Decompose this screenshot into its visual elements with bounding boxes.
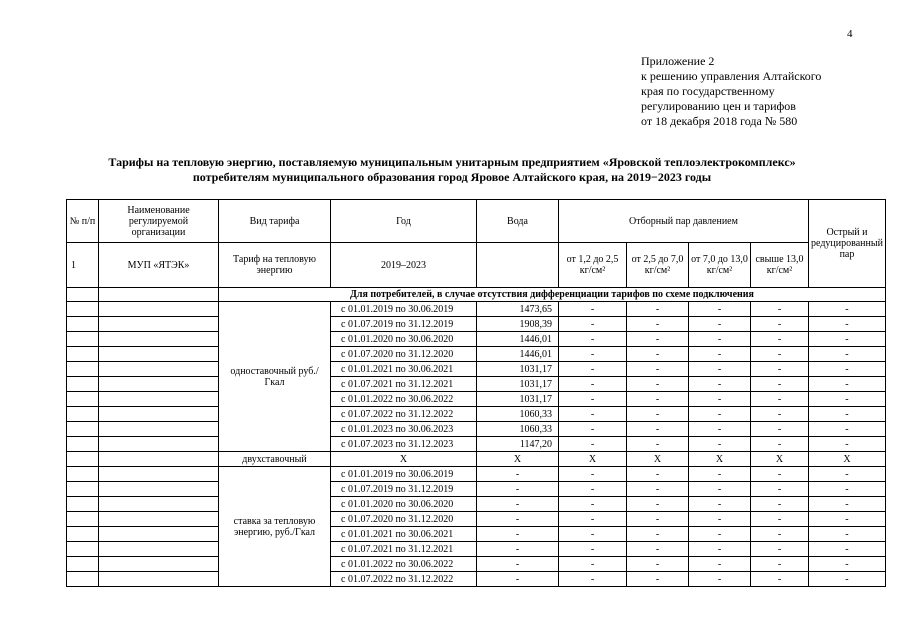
dash-cell: - [689,392,751,407]
dash-cell: - [751,527,809,542]
water-value-cell: - [477,527,559,542]
water-value-cell: 1060,33 [477,422,559,437]
period-cell: с 01.07.2021 по 31.12.2021 [331,377,477,392]
tariff-table [66,199,886,587]
row-org-cell [99,437,219,452]
dash-cell: - [559,332,627,347]
row-num-cell [67,437,99,452]
dash-cell: - [689,332,751,347]
dash-cell: - [751,317,809,332]
period-cell: с 01.07.2020 по 31.12.2020 [331,512,477,527]
dash-cell: - [627,527,689,542]
dash-cell: - [809,557,886,572]
water-value-cell: - [477,482,559,497]
dash-cell: - [559,302,627,317]
period-cell: с 01.01.2019 по 30.06.2019 [331,467,477,482]
row-org-cell [99,542,219,557]
x-mark-cell: X [751,452,809,467]
row-org-cell [99,512,219,527]
period-cell: с 01.07.2019 по 31.12.2019 [331,482,477,497]
dash-cell: - [627,392,689,407]
dash-cell: - [751,557,809,572]
dash-cell: - [627,557,689,572]
dash-cell: - [627,407,689,422]
dash-cell: - [809,347,886,362]
dash-cell: - [689,377,751,392]
dash-cell: - [809,362,886,377]
header-water: Вода [477,200,559,243]
table-row [67,377,886,392]
period-cell: с 01.01.2020 по 30.06.2020 [331,497,477,512]
dash-cell: - [559,362,627,377]
org-name: МУП «ЯТЭК» [99,243,219,288]
document-title [40,155,864,185]
x-mark-cell: X [689,452,751,467]
dash-cell: - [809,392,886,407]
row-org-cell [99,527,219,542]
dash-cell: - [751,512,809,527]
period-cell: с 01.07.2021 по 31.12.2021 [331,542,477,557]
header-org: Наименование регулируемой организации [99,200,219,243]
dash-cell: - [809,497,886,512]
tariff-type-cell: одноставочный руб./Гкал [219,302,331,452]
dash-cell: - [751,302,809,317]
dash-cell: - [559,407,627,422]
dash-cell: - [559,497,627,512]
row-org-cell [99,362,219,377]
dash-cell: - [689,422,751,437]
row-num-cell [67,362,99,377]
dash-cell: - [627,437,689,452]
table-row [67,467,886,482]
period-cell: с 01.01.2022 по 30.06.2022 [331,392,477,407]
dash-cell: - [689,407,751,422]
dash-cell: - [689,572,751,587]
water-value-cell: - [477,542,559,557]
row-num-cell [67,527,99,542]
dash-cell: - [809,377,886,392]
section-org-empty [99,288,219,302]
dash-cell: - [809,437,886,452]
header-row [67,200,886,243]
x-mark-cell: X [559,452,627,467]
header-sharp-steam: Острый и редуцированный пар [809,200,886,288]
dash-cell: - [559,467,627,482]
dash-cell: - [559,542,627,557]
dash-cell: - [627,572,689,587]
water-value-cell: 1147,20 [477,437,559,452]
row-num-cell [67,302,99,317]
header-tariff-type: Вид тарифа [219,200,331,243]
appendix-line: края по государственному [641,84,775,98]
section-label: Для потребителей, в случае отсутствия дифференциации тарифов по схеме подключения [219,288,886,302]
row-num-cell [67,542,99,557]
dash-cell: - [559,392,627,407]
period-cell: с 01.01.2021 по 30.06.2021 [331,527,477,542]
dash-cell: - [751,497,809,512]
water-value-cell: - [477,467,559,482]
dash-cell: - [809,422,886,437]
dash-cell: - [559,377,627,392]
row-org-cell [99,347,219,362]
table-row [67,557,886,572]
dash-cell: - [689,497,751,512]
dash-cell: - [559,557,627,572]
org-year: 2019–2023 [331,243,477,288]
dash-cell: - [627,377,689,392]
x-mark-cell: X [627,452,689,467]
header-steam-1: от 1,2 до 2,5 кг/см² [559,243,627,288]
header-steam-4: свыше 13,0 кг/см² [751,243,809,288]
dash-cell: - [559,482,627,497]
water-value-cell: 1446,01 [477,332,559,347]
table-row [67,422,886,437]
row-org-cell [99,467,219,482]
title-line: потребителям муниципального образования город Яровое Алтайского края, на 2019−2023 годы [192,170,712,184]
row-org-cell [99,302,219,317]
table-row [67,332,886,347]
period-cell: с 01.07.2019 по 31.12.2019 [331,317,477,332]
dash-cell: - [809,482,886,497]
dash-cell: - [627,347,689,362]
period-cell: с 01.01.2019 по 30.06.2019 [331,302,477,317]
dash-cell: - [809,542,886,557]
table-row [67,317,886,332]
section-row [67,288,886,302]
dash-cell: - [809,407,886,422]
period-cell: с 01.07.2023 по 31.12.2023 [331,437,477,452]
table-row [67,572,886,587]
period-cell: с 01.01.2020 по 30.06.2020 [331,332,477,347]
dash-cell: - [627,512,689,527]
dash-cell: - [559,527,627,542]
row-num-cell [67,347,99,362]
row-org-cell [99,497,219,512]
appendix-line: Приложение 2 [641,54,715,68]
period-cell: с 01.01.2023 по 30.06.2023 [331,422,477,437]
row-org-cell [99,422,219,437]
dash-cell: - [689,542,751,557]
dash-cell: - [809,467,886,482]
dash-cell: - [809,512,886,527]
period-cell: с 01.07.2020 по 31.12.2020 [331,347,477,362]
period-cell: с 01.07.2022 по 31.12.2022 [331,572,477,587]
table-row [67,302,886,317]
dash-cell: - [559,437,627,452]
dash-cell: - [559,512,627,527]
dash-cell: - [627,332,689,347]
org-tariff-type: Тариф на тепловую энергию [219,243,331,288]
dash-cell: - [809,302,886,317]
dash-cell: - [809,572,886,587]
dash-cell: - [751,542,809,557]
dash-cell: - [809,332,886,347]
dash-cell: - [689,437,751,452]
row-num-cell [67,467,99,482]
dash-cell: - [689,512,751,527]
row-num-cell [67,332,99,347]
section-num-empty [67,288,99,302]
org-num: 1 [67,243,99,288]
row-num-cell [67,557,99,572]
dash-cell: - [689,482,751,497]
dash-cell: - [751,347,809,362]
row-org-cell [99,317,219,332]
period-cell: с 01.01.2021 по 30.06.2021 [331,362,477,377]
x-mark-cell: X [331,452,477,467]
table-row [67,542,886,557]
dash-cell: - [751,437,809,452]
dash-cell: - [559,347,627,362]
org-water-empty [477,243,559,288]
row-num-cell [67,407,99,422]
dash-cell: - [689,557,751,572]
x-mark-cell: X [477,452,559,467]
table-row [67,512,886,527]
dash-cell: - [751,392,809,407]
dash-cell: - [559,422,627,437]
header-year: Год [331,200,477,243]
title-line: Тарифы на тепловую энергию, поставляемую муниципальным унитарным предприятием «Яровской теплоэлектрокомплекс» [108,155,796,169]
row-num-cell [67,422,99,437]
table-row [67,497,886,512]
dash-cell: - [627,422,689,437]
row-num-cell [67,452,99,467]
row-num-cell [67,377,99,392]
two-rate-row [67,452,886,467]
water-value-cell: - [477,512,559,527]
row-org-cell [99,407,219,422]
row-num-cell [67,512,99,527]
table-row [67,392,886,407]
row-org-cell [99,392,219,407]
dash-cell: - [689,467,751,482]
row-org-cell [99,332,219,347]
period-cell: с 01.07.2022 по 31.12.2022 [331,407,477,422]
dash-cell: - [689,347,751,362]
dash-cell: - [751,482,809,497]
header-num: № п/п [67,200,99,243]
dash-cell: - [559,317,627,332]
water-value-cell: 1060,33 [477,407,559,422]
dash-cell: - [627,482,689,497]
dash-cell: - [809,527,886,542]
row-num-cell [67,317,99,332]
dash-cell: - [751,572,809,587]
row-org-cell [99,572,219,587]
water-value-cell: 1031,17 [477,377,559,392]
appendix-note [641,54,891,129]
dash-cell: - [627,542,689,557]
dash-cell: - [751,422,809,437]
water-value-cell: 1031,17 [477,362,559,377]
water-value-cell: - [477,557,559,572]
water-value-cell: 1908,39 [477,317,559,332]
row-org-cell [99,482,219,497]
dash-cell: - [689,317,751,332]
table-row [67,362,886,377]
table-row [67,482,886,497]
water-value-cell: 1446,01 [477,347,559,362]
row-org-cell [99,452,219,467]
dash-cell: - [627,302,689,317]
dash-cell: - [751,467,809,482]
header-steam: Отборный пар давлением [559,200,809,243]
table-row [67,347,886,362]
dash-cell: - [751,377,809,392]
dash-cell: - [689,362,751,377]
dash-cell: - [689,527,751,542]
water-value-cell: 1473,65 [477,302,559,317]
water-value-cell: - [477,497,559,512]
appendix-line: к решению управления Алтайского [641,69,822,83]
header-steam-2: от 2,5 до 7,0 кг/см² [627,243,689,288]
dash-cell: - [809,317,886,332]
dash-cell: - [559,572,627,587]
table-row [67,437,886,452]
tariff-type-cell: ставка за тепловую энергию, руб./Гкал [219,467,331,587]
appendix-line: регулированию цен и тарифов [641,99,796,113]
x-mark-cell: X [809,452,886,467]
table-row [67,407,886,422]
row-org-cell [99,377,219,392]
row-num-cell [67,497,99,512]
water-value-cell: 1031,17 [477,392,559,407]
row-num-cell [67,392,99,407]
dash-cell: - [627,497,689,512]
dash-cell: - [751,332,809,347]
dash-cell: - [627,467,689,482]
dash-cell: - [627,362,689,377]
header-steam-3: от 7,0 до 13,0 кг/см² [689,243,751,288]
dash-cell: - [627,317,689,332]
table-row [67,527,886,542]
appendix-line: от 18 декабря 2018 года № 580 [641,114,798,128]
dash-cell: - [689,302,751,317]
period-cell: с 01.01.2022 по 30.06.2022 [331,557,477,572]
dash-cell: - [751,362,809,377]
org-row [67,243,886,288]
row-num-cell [67,482,99,497]
two-rate-label: двухставочный [219,452,331,467]
water-value-cell: - [477,572,559,587]
page-number: 4 [847,28,853,40]
row-num-cell [67,572,99,587]
dash-cell: - [751,407,809,422]
row-org-cell [99,557,219,572]
